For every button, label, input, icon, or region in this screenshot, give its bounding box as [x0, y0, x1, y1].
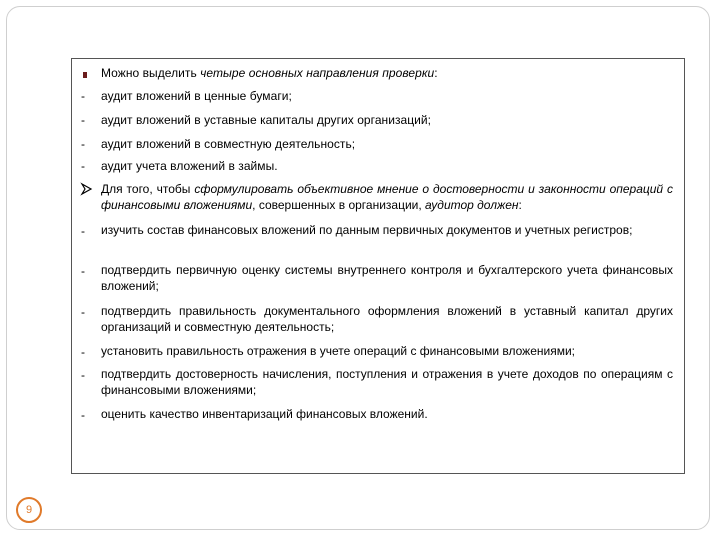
task-item: оценить качество инвентаризаций финансовых вложений.	[101, 407, 428, 421]
intro-emphasis: четыре основных направления проверки	[200, 66, 435, 80]
direction-item: аудит вложений в совместную деятельность;	[101, 137, 356, 151]
dash-marker: -	[81, 368, 85, 382]
arrow-bullet-icon	[79, 182, 93, 196]
dash-marker: -	[81, 408, 85, 422]
goal-text: :	[518, 198, 522, 212]
square-bullet-icon	[83, 72, 87, 78]
task-item: подтвердить правильность документального оформления вложений в уставный капитал других организаций и совместную деятельность;	[101, 304, 673, 334]
page-number-badge: 9	[16, 497, 42, 523]
direction-item: аудит вложений в уставные капиталы других организаций;	[101, 113, 432, 127]
intro-line	[101, 66, 438, 81]
dash-marker: -	[81, 305, 85, 319]
dash-marker: -	[81, 89, 85, 103]
goal-text: Для того, чтобы	[101, 182, 195, 196]
dash-marker: -	[81, 345, 85, 359]
task-item: установить правильность отражения в учете операций с финансовыми вложениями;	[101, 344, 575, 358]
dash-marker: -	[81, 137, 85, 151]
task-item: подтвердить достоверность начисления, поступления и отражения в учете доходов по операциям с финансовыми вложениями;	[101, 367, 673, 397]
goal-text: , совершенных в организации,	[252, 198, 426, 212]
intro-suffix: :	[434, 66, 438, 80]
dash-marker: -	[81, 159, 85, 173]
dash-marker: -	[81, 113, 85, 127]
intro-prefix: Можно выделить	[101, 66, 201, 80]
goal-emphasis: сформулировать объективное мнение о достоверности и законности операций с финансовыми вложениями	[101, 182, 673, 212]
task-item: изучить состав финансовых вложений по данным первичных документов и учетных регистров;	[101, 223, 633, 237]
direction-item: аудит учета вложений в займы.	[101, 159, 278, 173]
goal-emphasis: аудитор должен	[425, 198, 519, 212]
task-item: подтвердить первичную оценку системы внутреннего контроля и бухгалтерского учета финансовых вложений;	[101, 263, 673, 293]
dash-marker: -	[81, 264, 85, 278]
dash-marker: -	[81, 224, 85, 238]
goal-paragraph	[101, 181, 673, 213]
direction-item: аудит вложений в ценные бумаги;	[101, 89, 292, 103]
